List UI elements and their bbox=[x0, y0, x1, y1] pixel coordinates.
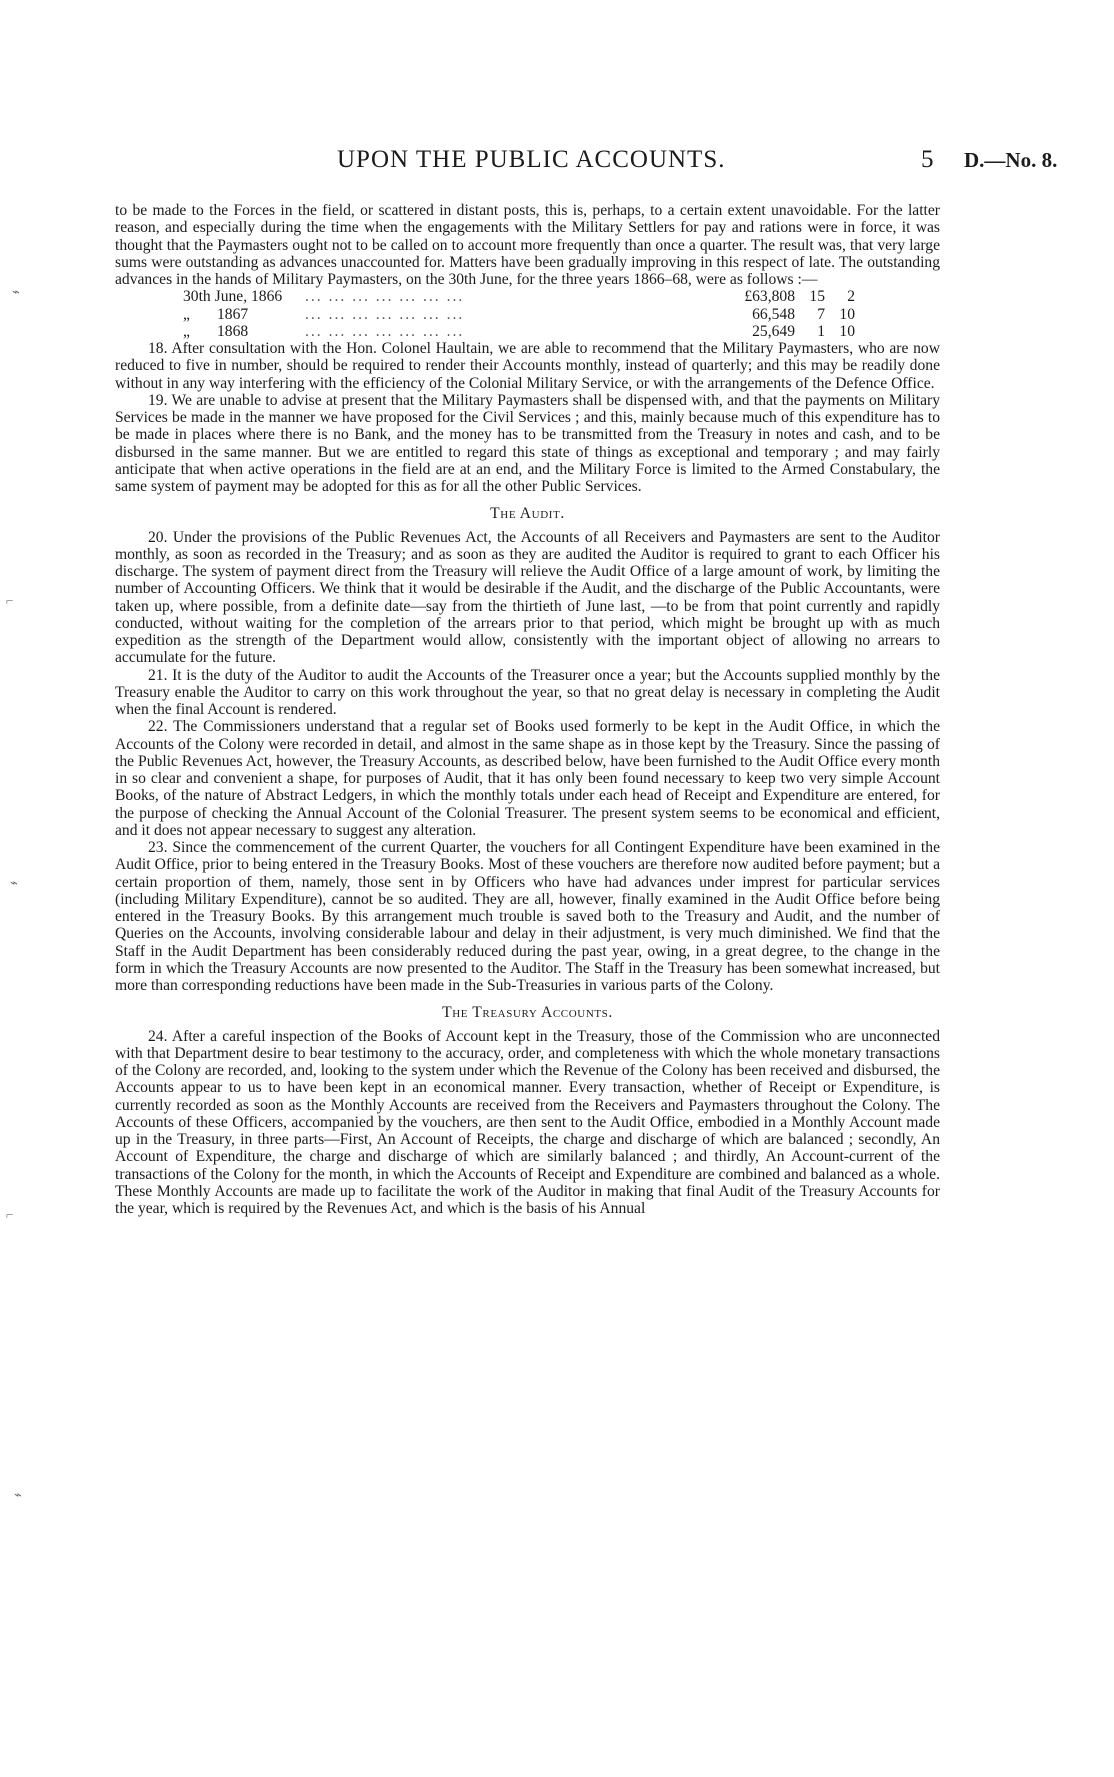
advances-pounds: £63,808 bbox=[744, 288, 795, 306]
page-header bbox=[0, 146, 1114, 182]
advances-row-label: 1868 bbox=[217, 322, 249, 340]
margin-speck-mark: ⌁ bbox=[14, 1487, 22, 1502]
page-number: 5 bbox=[921, 146, 934, 173]
advances-pounds: 66,548 bbox=[752, 305, 795, 323]
running-title: UPON THE PUBLIC ACCOUNTS. bbox=[337, 146, 726, 173]
margin-speck-mark: ⌐ bbox=[6, 1207, 14, 1222]
paragraph-22: 22. The Commissioners understand that a regular set of Books used formerly to be kept in the Audit Office, in which the Accounts of the Colony were recorded in detail, and almost in the same shape as in those kept by the Treasury. Since the passing of the Public Revenues Act, however, the Treasury Accounts, as described below, have been furnished to the Audit Office every month in so clear and convenient a shape, for purposes of Audit, that it has only been found necessary to keep two very simple Account Books, of the nature of Abstract Ledgers, in which the monthly totals under each head of Receipt and Expenditure are entered, for the purpose of checking the Annual Account of the Colonial Treasurer. The present system seems to be economical and efficient, and it does not appear necessary to suggest any alteration. bbox=[115, 718, 940, 839]
paragraph-20: 20. Under the provisions of the Public Revenues Act, the Accounts of all Receivers and Paymasters are sent to the Auditor monthly, as soon as recorded in the Treasury; and as soon as they are audited the Auditor is required to grant to each Officer his discharge. The system of payment direct from the Treasury will relieve the Audit Office of a large amount of work, by limiting the number of Accounting Officers. We think that it would be desirable if the Audit, and the discharge of the Public Accountants, were taken up, where possible, from a definite date—say from the thirtieth of June last, —to be from that point currently and rapidly conducted, without waiting for the completion of the arrears prior to that period, which might be brought up with as much expedition as the strength of the Department would allow, consistently with the important object of allowing no arrears to accumulate for the future. bbox=[115, 528, 940, 667]
paragraph-21: 21. It is the duty of the Auditor to audit the Accounts of the Treasurer once a year; but the Accounts supplied monthly by the Treasury enable the Auditor to carry on this work throughout the year, so that no great delay is necessary in completing the Audit when the final Account is rendered. bbox=[115, 666, 940, 718]
dot-leaders: ... ... ... ... ... ... ... bbox=[305, 288, 465, 306]
advances-row bbox=[115, 306, 940, 323]
advances-pence: 2 bbox=[847, 288, 855, 306]
paragraph-18: 18. After consultation with the Hon. Colonel Haultain, we are able to recommend that the Military Paymasters, who are now reduced to five in number, should be required to render their Accounts monthly, instead of quarterly; and this may be readily done without in any way interfering with the efficiency of the Colonial Military Service, or with the arrangements of the Defence Office. bbox=[115, 340, 940, 392]
paragraph-23: 23. Since the commencement of the current Quarter, the vouchers for all Contingent Expenditure have been examined in the Audit Office, prior to being entered in the Treasury Books. Most of these vouchers are therefore now audited before payment; but a certain proportion of them, namely, those sent in by Officers who have had advances under imprest for particular services (including Military Expenditure), cannot be so audited. They are all, however, finally examined in the Audit Office before being entered in the Treasury Books. By this arrangement much trouble is saved both to the Treasury and Audit, and the number of Queries on the Accounts, involving considerable labour and delay in their adjustment, is very much diminished. We find that the Staff in the Audit Department has been considerably reduced during the past year, owing, in a great degree, to the change in the form in which the Treasury Accounts are now presented to the Auditor. The Staff in the Treasury has been somewhat increased, but more than corresponding reductions have been made in the Sub-Treasuries in various parts of the Colony. bbox=[115, 839, 940, 994]
advances-pounds: 25,649 bbox=[752, 322, 795, 340]
intro-paragraph: to be made to the Forces in the field, or scattered in distant posts, this is, perhaps, to a certain extent unavoidable. For the latter reason, and especially during the time when the engagements with the Military Settlers for pay and rations were in force, it was thought that the Paymasters ought not to be called on to account more frequently than once a quarter. The result was, that very large sums were outstanding as advances unaccounted for. Matters have been gradually improving in this respect of late. The outstanding advances in the hands of Military Paymasters, on the 30th June, for the three years 1866–68, were as follows :— bbox=[115, 202, 940, 288]
advances-row-label: 30th June, 1866 bbox=[183, 288, 283, 306]
margin-speck-mark: ⌁ bbox=[12, 284, 20, 299]
advances-table bbox=[115, 288, 940, 340]
paragraph-24: 24. After a careful inspection of the Books of Account kept in the Treasury, those of the Commission who are unconnected with that Department desire to bear testimony to the accuracy, order, and completeness with which the whole monetary transactions of the Colony are recorded, and, looking to the system under which the Revenue of the Colony has been received and disbursed, the Accounts appear to us to have been kept in an economical manner. Every transaction, whether of Receipt or Expenditure, is currently recorded as soon as the Monthly Accounts are received from the Receivers and Paymasters throughout the Colony. The Accounts of these Officers, accompanied by the vouchers, are then sent to the Audit Office, embodied in a Monthly Account made up in the Treasury, in three parts—First, An Account of Receipts, the charge and discharge of which are balanced ; secondly, An Account of Expenditure, the charge and discharge of which are similarly balanced ; and thirdly, An Account-current of the transactions of the Colony for the month, in which the Accounts of Receipt and Expenditure are combined and balanced as a whole. These Monthly Accounts are made up to facilitate the work of the Auditor in making that final Audit of the Treasury Accounts for the year, which is required by the Revenues Act, and which is the basis of his Annual bbox=[115, 1027, 940, 1217]
section-heading-audit: The Audit. bbox=[490, 505, 565, 523]
advances-shillings: 15 bbox=[809, 288, 825, 306]
dot-leaders: ... ... ... ... ... ... ... bbox=[305, 305, 465, 323]
advances-row bbox=[115, 288, 940, 305]
dot-leaders: ... ... ... ... ... ... ... bbox=[305, 322, 465, 340]
advances-row-label: 1867 bbox=[217, 305, 249, 323]
paper-reference: D.—No. 8. bbox=[964, 148, 1058, 172]
ditto-mark: „ bbox=[183, 322, 190, 340]
paragraph-19: 19. We are unable to advise at present that the Military Paymasters shall be dispensed with, and that the payments on Military Services be made in the manner we have proposed for the Civil Services ; and this, mainly because much of this expenditure has to be made in places where there is no Bank, and the money has to be transmitted from the Treasury in notes and cash, and to be disbursed in the same manner. But we are entitled to regard this state of things as exceptional and temporary ; and may fairly anticipate that when active operations in the field are at an end, and the Military Force is limited to the Armed Constabulary, the same system of payment may be adopted for this as for all the other Public Services. bbox=[115, 391, 940, 495]
advances-shillings: 1 bbox=[817, 322, 825, 340]
margin-speck-mark: ⌁ bbox=[10, 875, 18, 890]
advances-row bbox=[115, 323, 940, 340]
margin-speck-mark: ⌐ bbox=[6, 593, 14, 608]
ditto-mark: „ bbox=[183, 305, 190, 323]
advances-shillings: 7 bbox=[817, 305, 825, 323]
section-heading-treasury-accounts: The Treasury Accounts. bbox=[442, 1004, 613, 1022]
body-text bbox=[115, 202, 940, 1217]
advances-pence: 10 bbox=[839, 305, 855, 323]
advances-pence: 10 bbox=[839, 322, 855, 340]
